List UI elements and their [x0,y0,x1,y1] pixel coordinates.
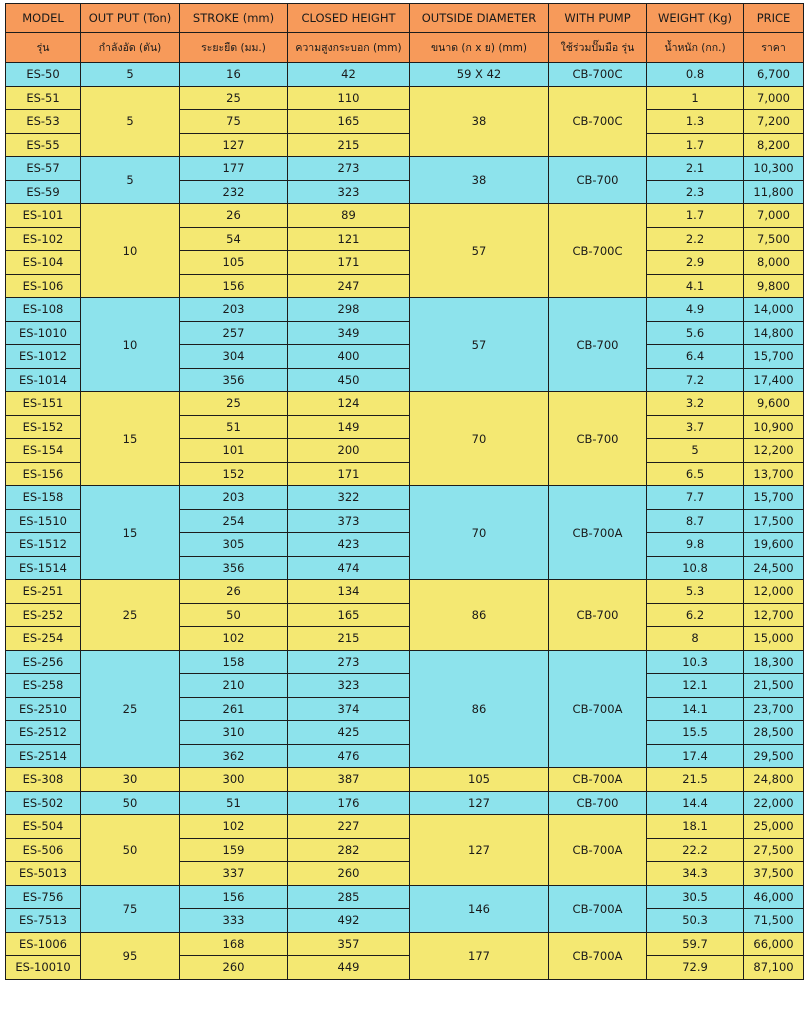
header-output: OUT PUT (Ton) [81,4,180,33]
output-cell: 25 [81,650,180,768]
output-cell: 95 [81,932,180,979]
header-outside-diameter: OUTSIDE DIAMETER [410,4,549,33]
weight-cell: 50.3 [647,909,744,933]
stroke-cell: 26 [180,580,288,604]
weight-cell: 10.8 [647,556,744,580]
model-cell: ES-1514 [6,556,81,580]
header-price: PRICE [744,4,804,33]
output-cell: 50 [81,815,180,886]
price-cell: 71,500 [744,909,804,933]
table-row [6,932,804,956]
closed-height-cell: 89 [288,204,410,228]
output-cell: 75 [81,885,180,932]
price-cell: 24,500 [744,556,804,580]
price-cell: 13,700 [744,462,804,486]
price-cell: 24,800 [744,768,804,792]
output-cell: 5 [81,86,180,157]
model-cell: ES-104 [6,251,81,275]
table-row [6,768,804,792]
table-row [6,815,804,839]
stroke-cell: 158 [180,650,288,674]
price-cell: 46,000 [744,885,804,909]
pump-cell: CB-700A [549,885,647,932]
weight-cell: 59.7 [647,932,744,956]
outside-diameter-cell: 86 [410,650,549,768]
price-cell: 8,000 [744,251,804,275]
weight-cell: 1.7 [647,133,744,157]
table-row [6,204,804,228]
outside-diameter-cell: 59 X 42 [410,63,549,87]
price-cell: 8,200 [744,133,804,157]
pump-cell: CB-700 [549,791,647,815]
header-with-pump: WITH PUMP [549,4,647,33]
model-cell: ES-154 [6,439,81,463]
closed-height-cell: 260 [288,862,410,886]
weight-cell: 1.7 [647,204,744,228]
header-closed-height-th: ความสูงกระบอก (mm) [288,33,410,63]
closed-height-cell: 474 [288,556,410,580]
output-cell: 15 [81,486,180,580]
stroke-cell: 159 [180,838,288,862]
closed-height-cell: 165 [288,110,410,134]
output-cell: 5 [81,63,180,87]
stroke-cell: 25 [180,392,288,416]
stroke-cell: 156 [180,274,288,298]
closed-height-cell: 492 [288,909,410,933]
price-cell: 87,100 [744,956,804,980]
header-row-english [6,4,804,33]
closed-height-cell: 200 [288,439,410,463]
stroke-cell: 75 [180,110,288,134]
closed-height-cell: 423 [288,533,410,557]
weight-cell: 3.2 [647,392,744,416]
model-cell: ES-2510 [6,697,81,721]
closed-height-cell: 134 [288,580,410,604]
model-cell: ES-5013 [6,862,81,886]
closed-height-cell: 476 [288,744,410,768]
model-cell: ES-7513 [6,909,81,933]
weight-cell: 2.9 [647,251,744,275]
price-cell: 10,900 [744,415,804,439]
model-cell: ES-1014 [6,368,81,392]
weight-cell: 15.5 [647,721,744,745]
weight-cell: 34.3 [647,862,744,886]
pump-cell: CB-700A [549,650,647,768]
weight-cell: 6.2 [647,603,744,627]
stroke-cell: 152 [180,462,288,486]
closed-height-cell: 374 [288,697,410,721]
stroke-cell: 16 [180,63,288,87]
outside-diameter-cell: 57 [410,298,549,392]
weight-cell: 8.7 [647,509,744,533]
table-row [6,486,804,510]
price-cell: 15,700 [744,486,804,510]
stroke-cell: 261 [180,697,288,721]
stroke-cell: 51 [180,415,288,439]
weight-cell: 0.8 [647,63,744,87]
price-cell: 29,500 [744,744,804,768]
model-cell: ES-50 [6,63,81,87]
header-weight-th: น้ำหนัก (กก.) [647,33,744,63]
table-header [6,4,804,63]
stroke-cell: 232 [180,180,288,204]
output-cell: 30 [81,768,180,792]
price-cell: 17,500 [744,509,804,533]
weight-cell: 14.1 [647,697,744,721]
weight-cell: 2.3 [647,180,744,204]
spec-table-container [5,3,804,980]
price-cell: 6,700 [744,63,804,87]
weight-cell: 2.2 [647,227,744,251]
model-cell: ES-158 [6,486,81,510]
model-cell: ES-1510 [6,509,81,533]
closed-height-cell: 171 [288,462,410,486]
stroke-cell: 105 [180,251,288,275]
stroke-cell: 51 [180,791,288,815]
price-cell: 15,700 [744,345,804,369]
closed-height-cell: 357 [288,932,410,956]
table-row [6,791,804,815]
stroke-cell: 305 [180,533,288,557]
model-cell: ES-53 [6,110,81,134]
output-cell: 5 [81,157,180,204]
closed-height-cell: 247 [288,274,410,298]
stroke-cell: 102 [180,627,288,651]
header-with-pump-th: ใช้ร่วมปั๊มมือ รุ่น [549,33,647,63]
outside-diameter-cell: 38 [410,86,549,157]
header-closed-height: CLOSED HEIGHT [288,4,410,33]
model-cell: ES-152 [6,415,81,439]
stroke-cell: 26 [180,204,288,228]
closed-height-cell: 323 [288,674,410,698]
header-price-th: ราคา [744,33,804,63]
table-row [6,298,804,322]
closed-height-cell: 42 [288,63,410,87]
stroke-cell: 304 [180,345,288,369]
header-stroke-th: ระยะยืด (มม.) [180,33,288,63]
price-cell: 12,700 [744,603,804,627]
outside-diameter-cell: 127 [410,815,549,886]
model-cell: ES-1006 [6,932,81,956]
stroke-cell: 102 [180,815,288,839]
model-cell: ES-252 [6,603,81,627]
weight-cell: 7.7 [647,486,744,510]
outside-diameter-cell: 177 [410,932,549,979]
closed-height-cell: 282 [288,838,410,862]
price-cell: 7,500 [744,227,804,251]
model-cell: ES-256 [6,650,81,674]
header-weight: WEIGHT (Kg) [647,4,744,33]
outside-diameter-cell: 70 [410,392,549,486]
price-cell: 66,000 [744,932,804,956]
weight-cell: 5.6 [647,321,744,345]
header-outside-diameter-th: ขนาด (ก x ย) (mm) [410,33,549,63]
closed-height-cell: 400 [288,345,410,369]
model-cell: ES-156 [6,462,81,486]
table-row [6,650,804,674]
stroke-cell: 101 [180,439,288,463]
output-cell: 50 [81,791,180,815]
price-cell: 21,500 [744,674,804,698]
stroke-cell: 337 [180,862,288,886]
weight-cell: 17.4 [647,744,744,768]
model-cell: ES-10010 [6,956,81,980]
model-cell: ES-102 [6,227,81,251]
pump-cell: CB-700A [549,486,647,580]
outside-diameter-cell: 127 [410,791,549,815]
output-cell: 15 [81,392,180,486]
closed-height-cell: 450 [288,368,410,392]
model-cell: ES-254 [6,627,81,651]
table-row [6,157,804,181]
stroke-cell: 300 [180,768,288,792]
weight-cell: 2.1 [647,157,744,181]
pump-cell: CB-700 [549,580,647,651]
pump-cell: CB-700C [549,86,647,157]
model-cell: ES-502 [6,791,81,815]
model-cell: ES-108 [6,298,81,322]
pump-cell: CB-700 [549,392,647,486]
outside-diameter-cell: 146 [410,885,549,932]
table-row [6,63,804,87]
closed-height-cell: 285 [288,885,410,909]
price-cell: 28,500 [744,721,804,745]
price-cell: 12,200 [744,439,804,463]
stroke-cell: 362 [180,744,288,768]
price-cell: 22,000 [744,791,804,815]
price-cell: 25,000 [744,815,804,839]
weight-cell: 14.4 [647,791,744,815]
closed-height-cell: 425 [288,721,410,745]
weight-cell: 10.3 [647,650,744,674]
closed-height-cell: 323 [288,180,410,204]
model-cell: ES-506 [6,838,81,862]
outside-diameter-cell: 86 [410,580,549,651]
model-cell: ES-106 [6,274,81,298]
pump-cell: CB-700A [549,815,647,886]
stroke-cell: 333 [180,909,288,933]
stroke-cell: 25 [180,86,288,110]
stroke-cell: 156 [180,885,288,909]
pump-cell: CB-700C [549,63,647,87]
table-row [6,86,804,110]
stroke-cell: 356 [180,368,288,392]
weight-cell: 6.5 [647,462,744,486]
stroke-cell: 203 [180,298,288,322]
weight-cell: 5 [647,439,744,463]
table-row [6,580,804,604]
closed-height-cell: 227 [288,815,410,839]
model-cell: ES-2514 [6,744,81,768]
weight-cell: 8 [647,627,744,651]
stroke-cell: 254 [180,509,288,533]
model-cell: ES-251 [6,580,81,604]
model-cell: ES-59 [6,180,81,204]
price-cell: 23,700 [744,697,804,721]
model-cell: ES-57 [6,157,81,181]
closed-height-cell: 176 [288,791,410,815]
weight-cell: 12.1 [647,674,744,698]
weight-cell: 1.3 [647,110,744,134]
pump-cell: CB-700 [549,298,647,392]
model-cell: ES-258 [6,674,81,698]
weight-cell: 7.2 [647,368,744,392]
pump-cell: CB-700 [549,157,647,204]
closed-height-cell: 273 [288,157,410,181]
output-cell: 10 [81,204,180,298]
weight-cell: 1 [647,86,744,110]
weight-cell: 18.1 [647,815,744,839]
header-row-thai [6,33,804,63]
weight-cell: 6.4 [647,345,744,369]
stroke-cell: 210 [180,674,288,698]
closed-height-cell: 449 [288,956,410,980]
closed-height-cell: 149 [288,415,410,439]
closed-height-cell: 273 [288,650,410,674]
stroke-cell: 203 [180,486,288,510]
closed-height-cell: 215 [288,627,410,651]
closed-height-cell: 171 [288,251,410,275]
price-cell: 14,800 [744,321,804,345]
model-cell: ES-1012 [6,345,81,369]
header-model: MODEL [6,4,81,33]
weight-cell: 4.9 [647,298,744,322]
outside-diameter-cell: 105 [410,768,549,792]
output-cell: 10 [81,298,180,392]
model-cell: ES-504 [6,815,81,839]
header-output-th: กำลังอัด (ตัน) [81,33,180,63]
price-cell: 14,000 [744,298,804,322]
price-cell: 10,300 [744,157,804,181]
outside-diameter-cell: 38 [410,157,549,204]
stroke-cell: 260 [180,956,288,980]
price-cell: 7,000 [744,86,804,110]
output-cell: 25 [81,580,180,651]
price-cell: 9,800 [744,274,804,298]
price-cell: 12,000 [744,580,804,604]
weight-cell: 4.1 [647,274,744,298]
pump-cell: CB-700A [549,932,647,979]
header-model-th: รุ่น [6,33,81,63]
stroke-cell: 310 [180,721,288,745]
closed-height-cell: 349 [288,321,410,345]
stroke-cell: 177 [180,157,288,181]
closed-height-cell: 215 [288,133,410,157]
price-cell: 7,200 [744,110,804,134]
weight-cell: 30.5 [647,885,744,909]
price-cell: 27,500 [744,838,804,862]
closed-height-cell: 373 [288,509,410,533]
model-cell: ES-1010 [6,321,81,345]
stroke-cell: 127 [180,133,288,157]
weight-cell: 22.2 [647,838,744,862]
price-cell: 17,400 [744,368,804,392]
closed-height-cell: 298 [288,298,410,322]
closed-height-cell: 387 [288,768,410,792]
weight-cell: 5.3 [647,580,744,604]
model-cell: ES-151 [6,392,81,416]
model-cell: ES-756 [6,885,81,909]
closed-height-cell: 165 [288,603,410,627]
price-cell: 7,000 [744,204,804,228]
price-cell: 9,600 [744,392,804,416]
pump-cell: CB-700A [549,768,647,792]
model-cell: ES-55 [6,133,81,157]
closed-height-cell: 124 [288,392,410,416]
weight-cell: 72.9 [647,956,744,980]
table-body [6,63,804,980]
price-cell: 15,000 [744,627,804,651]
model-cell: ES-51 [6,86,81,110]
closed-height-cell: 110 [288,86,410,110]
stroke-cell: 257 [180,321,288,345]
model-cell: ES-1512 [6,533,81,557]
outside-diameter-cell: 57 [410,204,549,298]
price-cell: 18,300 [744,650,804,674]
header-stroke: STROKE (mm) [180,4,288,33]
table-row [6,885,804,909]
price-cell: 19,600 [744,533,804,557]
stroke-cell: 54 [180,227,288,251]
model-cell: ES-101 [6,204,81,228]
outside-diameter-cell: 70 [410,486,549,580]
model-cell: ES-308 [6,768,81,792]
stroke-cell: 356 [180,556,288,580]
model-cell: ES-2512 [6,721,81,745]
stroke-cell: 50 [180,603,288,627]
price-cell: 11,800 [744,180,804,204]
pump-cell: CB-700C [549,204,647,298]
price-cell: 37,500 [744,862,804,886]
weight-cell: 21.5 [647,768,744,792]
weight-cell: 3.7 [647,415,744,439]
closed-height-cell: 121 [288,227,410,251]
stroke-cell: 168 [180,932,288,956]
hydraulic-cylinder-spec-table [5,3,804,980]
weight-cell: 9.8 [647,533,744,557]
table-row [6,392,804,416]
closed-height-cell: 322 [288,486,410,510]
